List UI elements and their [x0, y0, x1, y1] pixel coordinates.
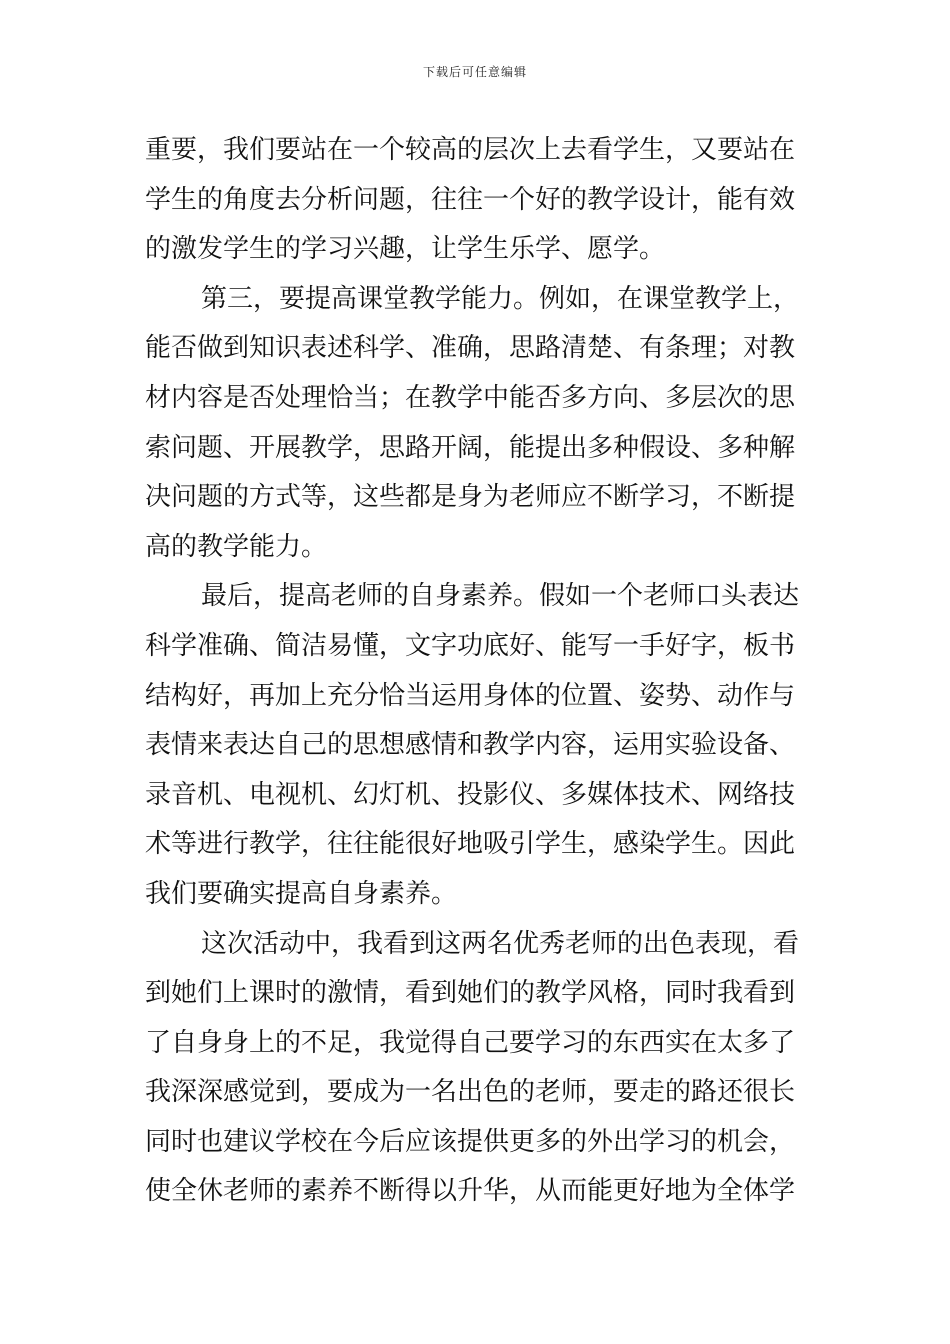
text-line: 的激发学生的学习兴趣，让学生乐学、愿学。 — [145, 234, 666, 265]
text-line: 我深深感觉到，要成为一名出色的老师，要走的路还很长 — [145, 1077, 796, 1108]
text-line: 表情来表达自己的思想感情和教学内容，运用实验设备、 — [145, 730, 796, 761]
paragraph — [145, 126, 815, 275]
page-header: 下载后可任意编辑 — [422, 65, 527, 79]
text-line: 第三，要提高课堂教学能力。例如，在课堂教学上， — [201, 283, 800, 314]
text-line: 结构好，再加上充分恰当运用身体的位置、姿势、动作与 — [145, 680, 796, 711]
text-line: 术等进行教学，往往能很好地吸引学生，感染学生。因此 — [145, 829, 796, 860]
text-line: 高的教学能力。 — [145, 531, 328, 562]
text-line: 录音机、电视机、幻灯机、投影仪、多媒体技术、网络技 — [145, 779, 796, 810]
text-line: 学生的角度去分析问题，往往一个好的教学设计，能有效 — [145, 184, 796, 215]
text-line: 我们要确实提高自身素养。 — [145, 878, 458, 909]
paragraph — [145, 275, 815, 573]
text-line: 这次活动中，我看到这两名优秀老师的出色表现，看 — [201, 928, 800, 959]
document-body — [145, 126, 815, 1217]
text-line: 了自身身上的不足，我觉得自己要学习的东西实在太多了 — [145, 1027, 796, 1058]
text-line: 能否做到知识表述科学、准确，思路清楚、有条理；对教 — [145, 333, 796, 364]
text-line: 材内容是否处理恰当；在教学中能否多方向、多层次的思 — [145, 382, 796, 413]
paragraph — [145, 920, 815, 1218]
text-line: 索问题、开展教学，思路开阔，能提出多种假设、多种解 — [145, 432, 796, 463]
text-line: 科学准确、简洁易懂，文字功底好、能写一手好字，板书 — [145, 630, 796, 661]
text-line: 重要，我们要站在一个较高的层次上去看学生，又要站在 — [145, 135, 796, 165]
text-line: 最后，提高老师的自身素养。假如一个老师口头表达 — [201, 581, 800, 612]
paragraph — [145, 572, 815, 919]
text-line: 使全休老师的素养不断得以升华，从而能更好地为全体学 — [145, 1176, 796, 1207]
text-line: 到她们上课时的激情，看到她们的教学风格，同时我看到 — [145, 978, 796, 1009]
text-line: 决问题的方式等，这些都是身为老师应不断学习，不断提 — [145, 482, 796, 513]
text-line: 同时也建议学校在今后应该提供更多的外出学习的机会， — [145, 1126, 796, 1157]
